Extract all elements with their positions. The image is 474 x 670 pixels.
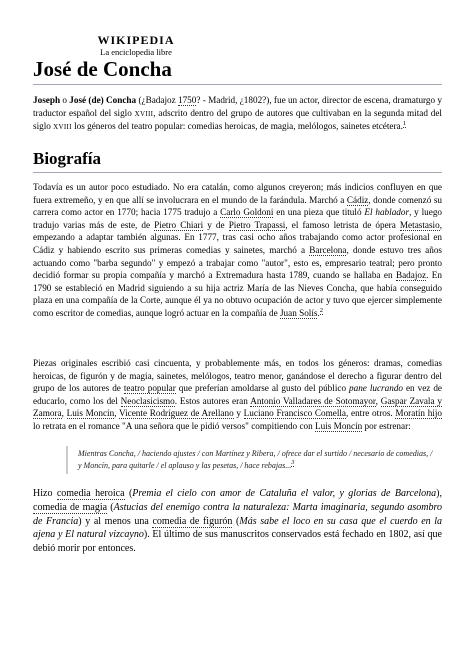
link-carlo-goldoni[interactable]: Carlo Goldoni — [220, 207, 274, 218]
text: ) y al menos una — [78, 515, 153, 527]
text: , — [114, 408, 120, 419]
text: , — [61, 408, 67, 419]
poem-quote — [66, 446, 436, 474]
text: que preferían amoldarse al gusto del público — [175, 383, 350, 394]
intro-name-1: Joseph — [33, 95, 61, 105]
link-teatro-popular[interactable]: teatro popular — [123, 383, 176, 394]
link-valladares[interactable]: Antonio Valladares de Sotomayor — [250, 395, 376, 406]
link-comella[interactable]: Luciano Francisco Comella — [243, 408, 347, 419]
text: ). El último de sus manuscritos conservados está fechado en 1802, así que debió morir por entonces. — [33, 529, 442, 555]
work-title: Astucias del enemigo contra la naturaleza: Marta imaginaria, segundo asombro de Francia — [33, 501, 442, 527]
text: Piezas originales escribió casi cincuenta, y probablemente más, en todos los géneros: dramas, comedias heroicas, de figurón y de magia, sainetes, melólogos, teatro menor, ganándose el derecho a figurar dentro del grupo de los autores de — [33, 358, 442, 394]
intro-text: los géneros del teatro popular: comedias heroicas, de magia, melólogos, sainetes etcétera. — [71, 121, 403, 132]
intro-text: (¿Badajoz — [136, 95, 178, 105]
text: ), — [436, 488, 443, 499]
link-metastasio[interactable]: Metastasio — [399, 219, 440, 230]
text: Hizo — [33, 488, 57, 499]
section-divider — [33, 172, 442, 173]
text: ( — [124, 488, 133, 499]
text: ( — [107, 501, 114, 513]
bio-paragraph-3 — [33, 487, 442, 556]
footnote-ref-1[interactable]: 1 — [402, 120, 407, 128]
text: , el famoso letrista de ópera — [285, 219, 400, 230]
page-title: José de Concha — [33, 57, 172, 81]
intro-text: ? - Madrid, ¿1802?), fue un actor, director de escena, dramaturgo y traductor español del siglo — [33, 95, 443, 118]
quote-text: Mientras Concha, / haciendo ajustes / con Martínez y Ribera, / ofrece dar el surtido / necesario de comedias, / y Moncín, para quitarle / el aplauso y las pesetas, / hace rebajas... — [78, 449, 433, 470]
text: . — [317, 307, 320, 318]
link-zavala[interactable]: Gaspar Zavala y Zamora — [33, 395, 442, 419]
text: . En 1790 se estableció en Madrid siguiendo a su hija actriz María de las Nieves Concha, que había conseguido plaza en una compañía de la Corte, aunque él ya no obtuvo ocupación de actor y tuvo que ejercer simplemente como escritor de comedias, aunque logró actuar en la compañía de — [33, 270, 442, 318]
link-comedia-de-figuron[interactable]: comedia de figurón — [152, 515, 233, 527]
intro-paragraph — [33, 94, 442, 134]
link-barcelona[interactable]: Barcelona — [309, 244, 347, 255]
link-rodriguez-de-arellano[interactable]: Vicente Rodríguez de Arellano — [119, 408, 234, 419]
text: , donde estuvo tres años actuando como "barba segundo" y empezó a trabajar como "autor", esto es, empresario teatral; pero pronto decidió formar su propia compañía y marchó a Extremadura hasta 1789, cuando se hallaba en — [33, 244, 443, 281]
work-title: Más sabe el loco en su casa que el cuerdo en la ajena y El natural vizcayno — [33, 515, 443, 541]
link-cadiz[interactable]: Cádiz — [346, 194, 369, 205]
link-comedia-heroica[interactable]: comedia heroica — [56, 488, 125, 499]
text: y de — [203, 219, 229, 230]
link-moratin-hijo[interactable]: Moratín hijo — [395, 408, 443, 419]
text: y — [233, 408, 244, 419]
footnote-ref-3[interactable]: 3 — [291, 459, 295, 467]
text: en una pieza que tituló — [273, 207, 365, 218]
link-luis-moncin[interactable]: Luis Moncín — [66, 408, 115, 419]
century-numeral: XVIII — [134, 109, 154, 118]
link-luis-moncin-2[interactable]: Luis Moncín — [315, 420, 363, 431]
text: . Estos autores eran — [174, 395, 251, 406]
footnote-ref-2[interactable]: 2 — [319, 306, 324, 314]
intro-text: o — [60, 95, 70, 105]
link-pietro-trapassi[interactable]: Pietro Trapassi — [228, 219, 286, 230]
century-numeral: XVIII — [53, 123, 72, 132]
text: , donde comenzó su carrera como actor en 1770; hacia 1775 tradujo a — [33, 194, 442, 218]
intro-text: , adscrito dentro del grupo de autores que cultivaban en la segunda mitad del siglo — [33, 107, 442, 132]
section-heading-biografia: Biografía — [33, 149, 101, 168]
logo-subtitle: La enciclopedia libre — [100, 47, 172, 57]
wikipedia-logo[interactable] — [81, 34, 191, 57]
text: ( — [232, 515, 240, 527]
link-juan-solis[interactable]: Juan Solís — [279, 307, 318, 318]
text: en vez de educarlo, como los del — [33, 383, 442, 406]
work-title: Premia el cielo con amor de Cataluña el valor, y glorias de Barcelona — [132, 488, 437, 499]
bio-paragraph-2 — [33, 357, 442, 433]
link-1750[interactable]: 1750 — [177, 95, 197, 105]
text: , — [375, 395, 381, 406]
text: , empezando a adaptar también algunas. En 1777, tras casi ocho años trabajando como actor profesional en Cádiz y habiendo escrito sus primeras comedias y sainetes, marchó a — [33, 219, 442, 255]
text: lo retrata en el romance "A una señora que le pidió versos" compitiendo con — [33, 420, 316, 431]
text: , y luego tradujo varias más de este, de — [33, 207, 443, 230]
text: por estrenar: — [362, 420, 411, 431]
link-neoclasicismo[interactable]: Neoclasicismo — [120, 395, 175, 406]
link-badajoz[interactable]: Badajoz — [395, 270, 427, 281]
logo-title: WIKIPEDIA — [97, 33, 175, 47]
intro-name-2: José (de) Concha — [69, 95, 137, 105]
title-divider — [33, 84, 442, 85]
work-title: El hablador — [364, 207, 410, 218]
bio-paragraph-1 — [33, 181, 442, 320]
text: Todavía es un autor poco estudiado. No era catalán, como algunos creyeron; más indicios confluyen en que fuera extremeño, y en que allí se involucrara en el mundo de la farándula. Marchó a — [33, 182, 442, 205]
link-comedia-de-magia[interactable]: comedia de magia — [33, 501, 108, 513]
text: , entre otros. — [346, 408, 396, 419]
latin-phrase: pane lucrando — [349, 383, 404, 394]
link-pietro-chiari[interactable]: Pietro Chiari — [154, 219, 204, 230]
